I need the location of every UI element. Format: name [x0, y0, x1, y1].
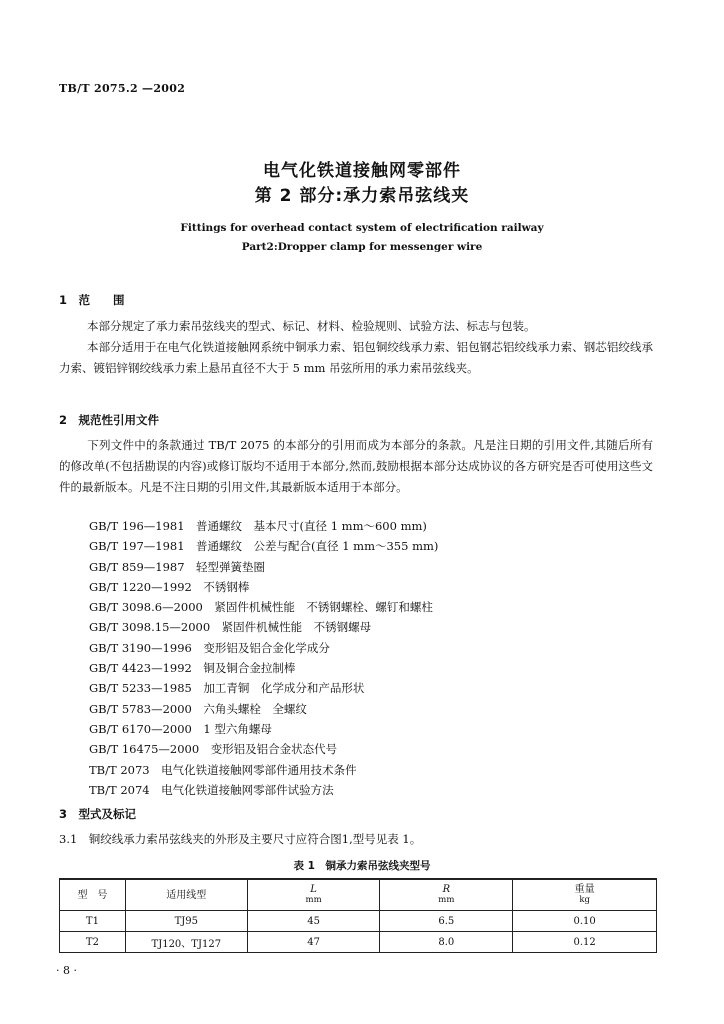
section-2-p1-text: 下列文件中的条款通过 TB/T 2075 的本部分的引用而成为本部分的条款。凡是注日期的引用文件,其随后所有的修改单(不包括勘误的内容)或修订版均不适用于本部分,然而,鼓励根据本部分达成协议的各方研究是否可使用这些文件的最新版本。凡是不注日期的引用文件,其最新版本适用于本部分。 — [59, 438, 653, 494]
table-row — [60, 932, 657, 953]
header-radius: R mm — [380, 879, 513, 911]
cell-weight: 0.12 — [513, 932, 657, 953]
reference-item: GB/T 5233—1985 加工青铜 化学成分和产品形状 — [89, 681, 365, 696]
reference-item: GB/T 1220—1992 不锈钢棒 — [89, 579, 250, 594]
header-length: L mm — [247, 879, 380, 911]
title-cn-line2: 第 2 部分:承力索吊弦线夹 — [254, 186, 470, 206]
page-number: · 8 · — [56, 964, 77, 977]
section-1-heading: 1 范 围 — [59, 293, 125, 307]
section-1-p2-text: 本部分适用于在电气化铁道接触网系统中铜承力索、铝包铜绞线承力索、铝包钢芯铝绞线承力索、钢芯铝绞线承力索、镀铝锌钢绞线承力索上悬吊直径不大于 5 mm 吊弦所用的承力索吊弦线夹。 — [59, 340, 653, 375]
title-cn-line1: 电气化铁道接触网零部件 — [263, 161, 461, 181]
title-en-line2: Part2:Dropper clamp for messenger wire — [241, 241, 483, 253]
section-1-paragraph-2 — [59, 337, 653, 379]
cell-radius: 6.5 — [380, 911, 513, 932]
cell-weight: 0.10 — [513, 911, 657, 932]
section-2-heading: 2 规范性引用文件 — [59, 413, 160, 427]
reference-item: GB/T 16475—2000 变形铝及铝合金状态代号 — [89, 742, 338, 757]
clause-3-1: 3.1 铜绞线承力索吊弦线夹的外形及主要尺寸应符合图1,型号见表 1。 — [59, 832, 422, 846]
reference-item: TB/T 2073 电气化铁道接触网零部件通用技术条件 — [89, 762, 357, 777]
normative-references-list — [89, 516, 438, 800]
table-header-row — [60, 879, 657, 911]
section-3-heading: 3 型式及标记 — [59, 807, 137, 821]
section-1-p1-text: 本部分规定了承力索吊弦线夹的型式、标记、材料、检验规则、试验方法、标志与包装。 — [87, 319, 536, 333]
header-weight: 重量 kg — [513, 879, 657, 911]
header-wire-type: 适用线型 — [125, 879, 247, 911]
cell-wire-type: TJ120、TJ127 — [125, 932, 247, 953]
reference-item: GB/T 3098.15—2000 紧固件机械性能 不锈钢螺母 — [89, 620, 372, 635]
header-model: 型 号 — [60, 879, 126, 911]
cell-wire-type: TJ95 — [125, 911, 247, 932]
reference-item: GB/T 859—1987 轻型弹簧垫圈 — [89, 559, 266, 574]
reference-item: GB/T 5783—2000 六角头螺栓 全螺纹 — [89, 701, 307, 716]
section-1-paragraph-1 — [59, 316, 653, 337]
title-en-line1: Fittings for overhead contact system of electrification railway — [180, 222, 544, 234]
table-1-caption: 表 1 铜承力索吊弦线夹型号 — [293, 860, 431, 872]
cell-model: T1 — [60, 911, 126, 932]
cell-length: 45 — [247, 911, 380, 932]
cell-length: 47 — [247, 932, 380, 953]
reference-item: GB/T 3098.6—2000 紧固件机械性能 不锈钢螺栓、螺钉和螺柱 — [89, 600, 433, 615]
reference-item: GB/T 6170—2000 1 型六角螺母 — [89, 721, 272, 736]
reference-item: GB/T 196—1981 普通螺纹 基本尺寸(直径 1 mm～600 mm) — [89, 519, 427, 533]
cell-radius: 8.0 — [380, 932, 513, 953]
cell-model: T2 — [60, 932, 126, 953]
standard-number: TB/T 2075.2 —2002 — [59, 82, 186, 95]
table-row — [60, 911, 657, 932]
section-2-paragraph-1 — [59, 435, 653, 498]
reference-item: GB/T 197—1981 普通螺纹 公差与配合(直径 1 mm～355 mm) — [89, 539, 439, 554]
table-1 — [59, 878, 657, 953]
reference-item: GB/T 3190—1996 变形铝及铝合金化学成分 — [89, 640, 330, 655]
reference-item: TB/T 2074 电气化铁道接触网零部件试验方法 — [89, 782, 334, 797]
reference-item: GB/T 4423—1992 铜及铜合金拉制棒 — [89, 661, 296, 676]
